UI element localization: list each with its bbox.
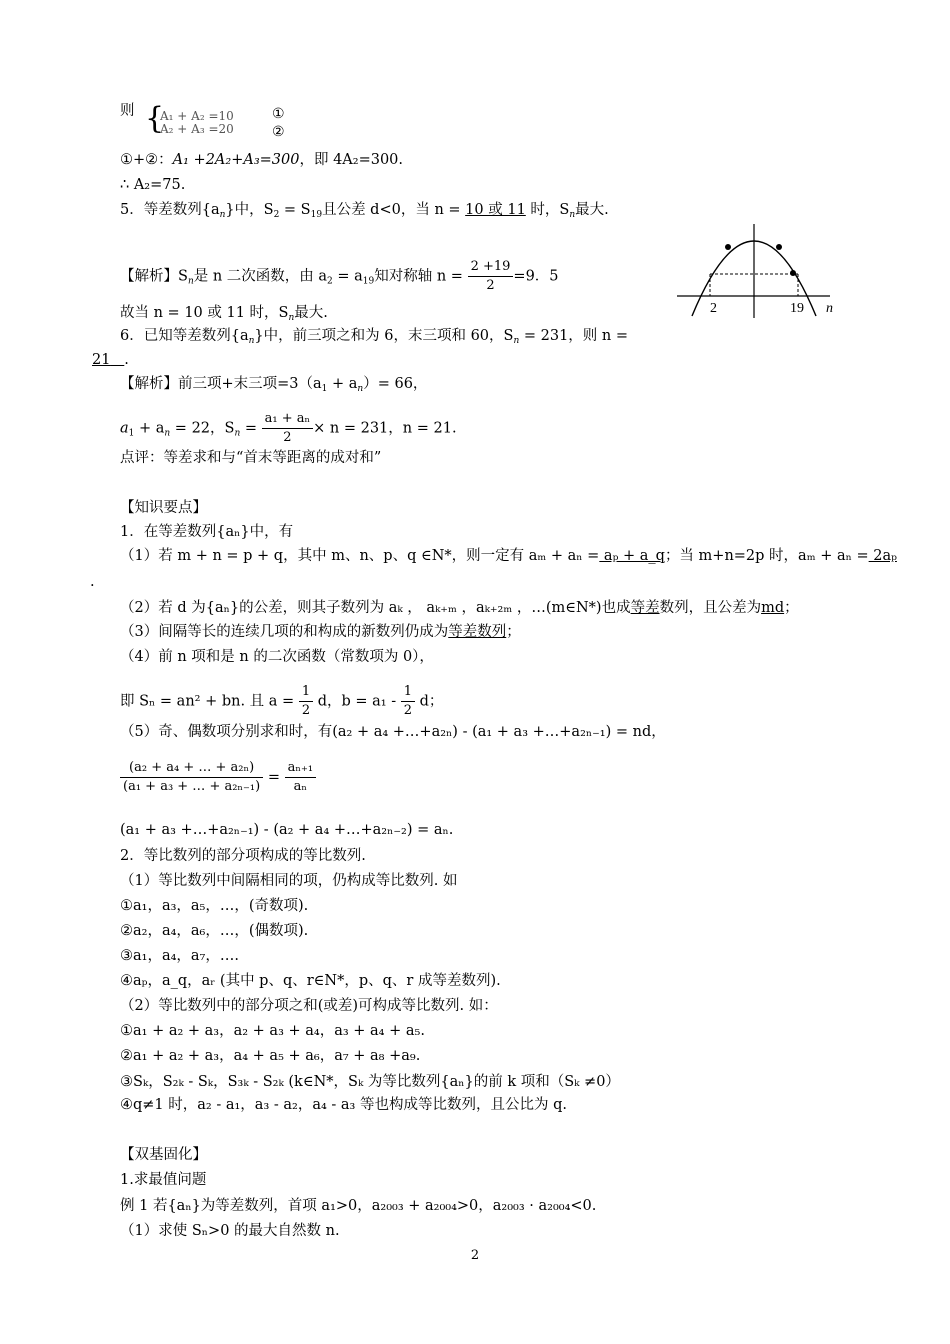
k2-2c: ③Sₖ，S₂ₖ - Sₖ，S₃ₖ - S₂ₖ (k∈N*，Sₖ 为等比数列{aₙ}的前 k 项和（Sₖ ≠0） bbox=[120, 1074, 620, 1090]
answer-6: 21 bbox=[92, 352, 111, 368]
equation-6: $a_1 + a_n = 22$，$S_n$ = $\frac{\text{a₁ + aₙ}}{2}$ × n = 231，n = 21. bbox=[120, 411, 457, 445]
left-brace: { bbox=[145, 101, 165, 136]
question-5: 5．等差数列$\{a_n\}$中，$S_2 = S_{19}$且公差 d<0，当 n = 10 或 11 时，$S_n$最大. bbox=[120, 202, 609, 220]
k2-1: （1）等比数列中间隔相同的项，仍构成等比数列. 如 bbox=[120, 873, 458, 889]
point-c bbox=[790, 270, 796, 276]
axis-n-label: n bbox=[826, 301, 833, 316]
question-6: 6．已知等差数列$\{a_n\}$中，前三项之和为 6，末三项和 60，$S_n = 231$，则 n = bbox=[120, 328, 629, 346]
conclusion-5: 故当 n = 10 或 11 时，$S_n$最大. bbox=[120, 305, 328, 323]
k2: 2．等比数列的部分项构成的等比数列. bbox=[120, 848, 366, 864]
system-label: 则 bbox=[120, 103, 135, 119]
k2-1a: ①a₁，a₃，a₅，…，(奇数项). bbox=[120, 898, 309, 914]
equation-marker-2: ② bbox=[272, 124, 285, 140]
analysis-6: 【解析】前三项+末三项$=3(a_1 + a_n)= 66$， bbox=[120, 376, 428, 394]
k1-5: （5）奇、偶数项分别求和时，有(a₂ + a₄ +…+a₂ₙ) - (a₁ + a₃ +…+a₂ₙ₋₁) = nd， bbox=[120, 724, 666, 740]
k1-1: （1）若 m + n = p + q，其中 m、n、p、q ∈N*，则一定有 aₘ + aₙ = aₚ + a_q；当 m+n=2p 时，aₘ + aₙ = 2aₚ bbox=[120, 548, 897, 564]
k2-2b: ②a₁ + a₂ + a₃，a₄ + a₅ + a₆，a₇ + a₈ +a₉. bbox=[120, 1048, 421, 1064]
k1-4b: 即 Sₙ = an² + bn. 且 a = $\frac{1}{2}$ d，b = a₁ - $\frac{1}{2}$ d； bbox=[120, 684, 444, 718]
section-title-basics: 【双基固化】 bbox=[120, 1147, 207, 1163]
k1-2: （2）若 d 为{aₙ}的公差，则其子数列为 aₖ ， aₖ₊ₘ ，aₖ₊₂ₘ ，…(m∈N*)也成等差数列，且公差为md； bbox=[120, 600, 799, 616]
point-a bbox=[725, 244, 731, 250]
k2-2a: ①a₁ + a₂ + a₃，a₂ + a₃ + a₄，a₃ + a₄ + a₅. bbox=[120, 1023, 425, 1039]
k2-1b: ②a₂，a₄，a₆，…，(偶数项). bbox=[120, 923, 309, 939]
k2-1d: ④aₚ，a_q，aᵣ (其中 p、q、r∈N*，p、q、r 成等差数列). bbox=[120, 973, 501, 989]
k1-3: （3）间隔等长的连续几项的和构成的新数列仍成为等差数列； bbox=[120, 624, 521, 640]
k1: 1．在等差数列{aₙ}中，有 bbox=[120, 524, 294, 540]
example-1: 例 1 若{aₙ}为等差数列，首项 a₁>0，a₂₀₀₃ + a₂₀₀₄>0，a₂₀₀₃ · a₂₀₀₄<0. bbox=[120, 1198, 597, 1214]
k1-1-dot: . bbox=[90, 574, 95, 590]
parabola-figure bbox=[672, 218, 847, 318]
sum-fraction: $\frac{\text{a₁ + aₙ}}{2}$ bbox=[262, 410, 314, 447]
system-equation-1: A₁ + A₂ =10 bbox=[160, 109, 234, 123]
answer-5: 10 或 11 bbox=[465, 202, 526, 218]
k2-2: （2）等比数列中的部分项之和(或差)可构成等比数列. 如： bbox=[120, 998, 498, 1014]
answer-6-line: 21 . bbox=[92, 352, 129, 368]
comment: 点评：等差求和与“首末等距离的成对和” bbox=[120, 450, 382, 466]
k1-5c: (a₁ + a₃ +…+a₂ₙ₋₁) - (a₂ + a₄ +…+a₂ₙ₋₂) = aₙ. bbox=[120, 822, 454, 838]
system-equation-2: A₂ + A₃ =20 bbox=[160, 122, 234, 136]
axis-fraction: $\frac{2 +19}{2}$ bbox=[468, 258, 514, 295]
point-b bbox=[776, 244, 782, 250]
page-number: 2 bbox=[470, 1248, 480, 1263]
tick-19: 19 bbox=[790, 301, 804, 316]
k1-4: （4）前 n 项和是 n 的二次函数（常数项为 0）， bbox=[120, 649, 434, 665]
tick-2: 2 bbox=[710, 301, 717, 316]
k1-5-fraction: $\frac{\text{(a₂ + a₄ + … + a₂ₙ)}}{\text{(a₁ + a₃ + … + a₂ₙ₋₁)}}$ = $\frac{\text{aₙ₊₁}}{\text{aₙ}}$ bbox=[120, 759, 316, 796]
basics-1: 1.求最值问题 bbox=[120, 1172, 207, 1188]
k2-2d: ④q≠1 时，a₂ - a₁，a₃ - a₂，a₄ - a₃ 等也构成等比数列，且公比为 q. bbox=[120, 1097, 567, 1113]
section-title-knowledge: 【知识要点】 bbox=[120, 500, 207, 516]
k2-1c: ③a₁，a₄，a₇，…. bbox=[120, 948, 239, 964]
example-1-part-1: （1）求使 Sₙ>0 的最大自然数 n. bbox=[120, 1223, 340, 1239]
result-line: ∴ A₂=75. bbox=[120, 177, 186, 193]
sum-line: ①+②：A₁ +2A₂+A₃=300，即 4A₂=300. bbox=[120, 152, 404, 168]
equation-marker-1: ① bbox=[272, 106, 285, 122]
analysis-5: 【解析】$S_n$是 n 二次函数，由 $a_2 = a_{19}$知对称轴 n = $\frac{2 +19}{2}$ =9．5 bbox=[120, 259, 559, 293]
